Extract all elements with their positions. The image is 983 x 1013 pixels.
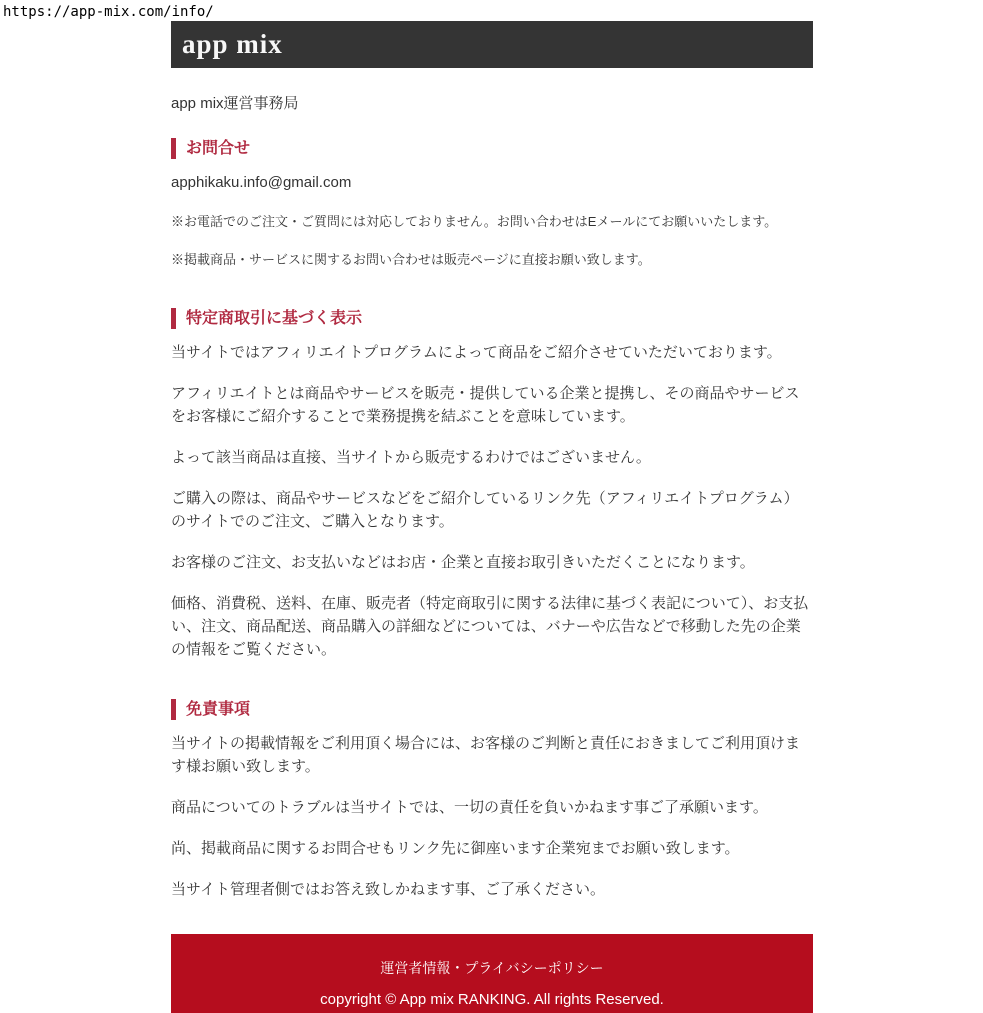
page-container [171,21,813,1013]
section-disclaimer [171,699,813,901]
paragraph: 当サイト管理者側ではお答え致しかねます事、ご了承ください。 [171,881,605,898]
page-url: https://app-mix.com/info/ [3,4,214,20]
section-commercial-disclosure [171,308,813,661]
contact-note-phone: ※お電話でのご注文・ご質問には対応しておりません。お問い合わせはEメールにてお願いいたします。 [171,214,778,229]
contact-note-products: ※掲載商品・サービスに関するお問い合わせは販売ページに直接お願い致します。 [171,252,651,267]
main-content [171,92,813,901]
paragraph: 価格、消費税、送料、在庫、販売者（特定商取引に関する法律に基づく表記について）、お支払い、注文、商品配送、商品購入の詳細などについては、バナーや広告などで移動した先の企業の情報をご覧ください。 [171,595,809,658]
paragraph: 当サイトの掲載情報をご利用頂く場合には、お客様のご判断と責任におきましてご利用頂けます様お願い致します。 [171,735,800,775]
footer-privacy-policy-link[interactable]: 運営者情報・プライバシーポリシー [380,960,604,976]
section-heading-disclaimer: 免責事項 [171,699,813,720]
paragraph: よって該当商品は直接、当サイトから販売するわけではございません。 [171,449,651,466]
section-contact [171,138,813,270]
paragraph: アフィリエイトとは商品やサービスを販売・提供している企業と提携し、その商品やサービスをお客様にご紹介することで業務提携を結ぶことを意味しています。 [171,385,800,425]
contact-email: apphikaku.info@gmail.com [171,174,352,191]
paragraph: ご購入の際は、商品やサービスなどをご紹介しているリンク先（アフィリエイトプログラム）のサイトでのご注文、ご購入となります。 [171,490,799,530]
paragraph: 当サイトではアフィリエイトプログラムによって商品をご紹介させていただいております。 [171,344,782,361]
paragraph: 尚、掲載商品に関するお問合せもリンク先に御座います企業宛までお願い致します。 [171,840,740,857]
operator-name: app mix運営事務局 [171,95,299,112]
section-heading-commercial-disclosure: 特定商取引に基づく表示 [171,308,813,329]
section-heading-contact: お問合せ [171,138,813,159]
paragraph: お客様のご注文、お支払いなどはお店・企業と直接お取引きいただくことになります。 [171,554,755,571]
site-footer [171,934,813,1013]
site-header [171,21,813,68]
copyright-text: copyright © App mix RANKING. All rights Reserved. [320,991,664,1008]
site-title[interactable]: app mix [182,29,283,59]
paragraph: 商品についてのトラブルは当サイトでは、一切の責任を負いかねます事ご了承願います。 [171,799,768,816]
